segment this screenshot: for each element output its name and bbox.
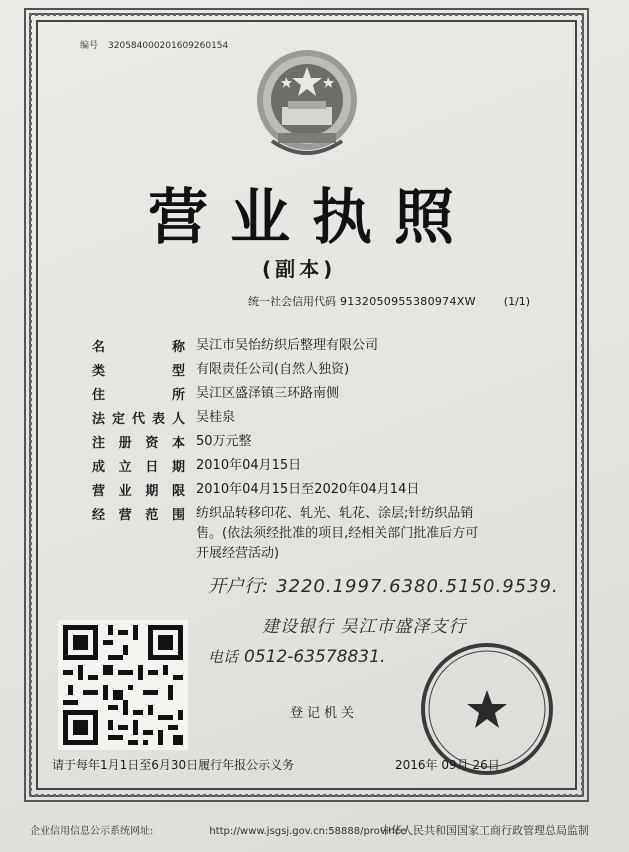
phone-number: 0512-63578831. [244,647,386,667]
field-row-type [92,360,552,380]
issue-date: 2016年 09月 26日 [395,758,500,772]
label-char: 期 [145,484,160,499]
field-row-scope [92,504,482,564]
field-label [92,504,196,564]
field-row-term [92,480,552,500]
label-char: 名 [92,340,107,355]
label-char: 营 [92,484,107,499]
credit-code-line [248,293,530,309]
field-value: 吴江区盛泽镇三环路南侧 [196,386,340,401]
label-char: 期 [171,460,186,475]
label-char: 限 [171,484,186,499]
field-row-address [92,384,552,404]
label-char: 所 [171,388,186,403]
label-char: 住 [92,388,107,403]
field-value: 2010年04月15日 [196,458,302,473]
label-char: 业 [118,484,133,499]
label-char: 称 [171,340,186,355]
copy-index: (1/1) [503,295,531,308]
label-char: 型 [171,364,186,379]
field-row-name [92,336,552,356]
label-char: 营 [118,508,133,523]
label-char: 资 [145,436,160,451]
credit-code-value: 913205095538097​4XW [340,295,476,308]
label-char: 注 [92,436,107,451]
label-char: 立 [118,460,133,475]
serial-value: 320584000201609260154 [108,41,229,51]
field-value: 50万元整 [196,434,252,449]
field-label [92,336,196,356]
label-char: 表 [151,412,166,427]
field-label [92,384,196,404]
field-value: 吴桂泉 [196,410,236,425]
footer-url: http://www.jsgsj.gov.cn:58888/province [209,826,407,837]
footer-website-label: 企业信用信息公示系统网址: [30,826,154,837]
handwritten-account [208,572,559,598]
label-char: 人 [171,412,186,427]
label-char: 经 [92,508,107,523]
field-row-established [92,456,552,476]
field-label [92,480,196,500]
registration-authority: 登记机关 [290,706,359,721]
field-label [92,360,196,380]
footer-website [30,822,407,837]
field-value: 吴江市吴怡纺织后整理有限公司 [196,338,379,353]
label-char: 围 [171,508,186,523]
field-label [92,408,196,428]
label-char: 代 [131,412,146,427]
serial-label: 编号 [80,41,99,51]
label-char: 日 [145,460,160,475]
field-value: 纺织品转移印花、轧光、轧花、涂层;针纺织品销售。(依法须经批准的项目,经相关部门批准后方可开展经营活动) [196,506,479,561]
label-char: 册 [118,436,133,451]
footer-issuer: 中华人民共和国国家工商行政管理总局监制 [380,824,589,837]
field-value: 有限责任公司(自然人独资) [196,362,350,377]
field-label [92,432,196,452]
label-char: 法 [92,412,107,427]
field-label [92,456,196,476]
credit-code-label: 统一社会信用代码 [248,295,336,308]
field-row-legal-rep [92,408,552,428]
qr-code [58,620,188,750]
label-char: 范 [145,508,160,523]
document-title: 营业执照 [148,183,476,253]
annual-report-notice: 请于每年1月1日至6月30日履行年报公示义务 [52,758,295,772]
handwritten-bank: 建设银行 吴江市盛泽支行 [262,617,467,637]
serial-number [80,38,228,51]
document-subtitle: (副本) [262,257,337,281]
label-char: 定 [111,412,126,427]
field-row-capital [92,432,552,452]
field-value: 2010年04月15日至2020年04月14日 [196,482,420,497]
handwritten-phone [208,646,385,667]
label-char: 成 [92,460,107,475]
label-char: 本 [171,436,186,451]
account-number: 3220.1997.6380.5150.9539. [276,576,559,597]
phone-label: 电话 [208,648,239,666]
label-char: 类 [92,364,107,379]
account-label: 开户行: [208,576,269,597]
national-emblem [252,45,362,165]
